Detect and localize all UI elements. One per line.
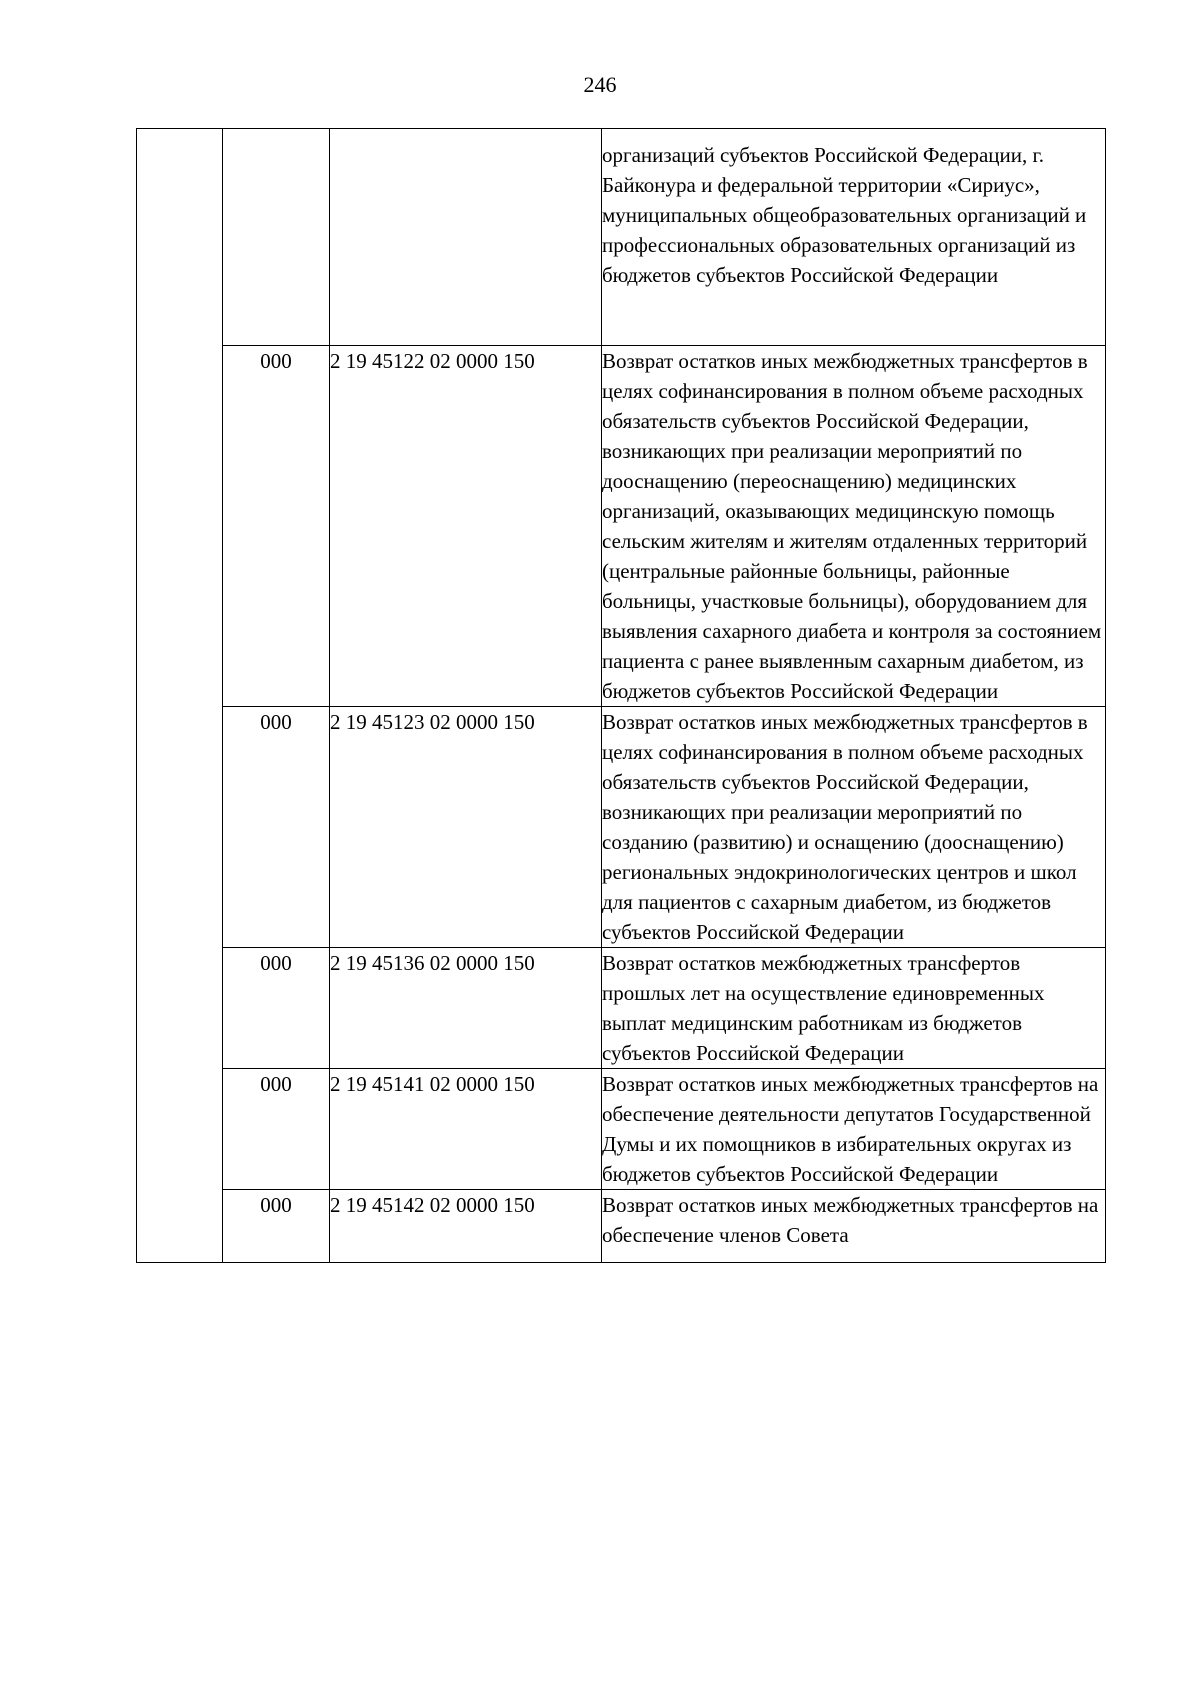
table-row	[137, 948, 1106, 1069]
description-cell: Возврат остатков межбюджетных трансфертов прошлых лет на осуществление единовременных выплат медицинским работникам из бюджетов субъектов Российской Федерации	[602, 948, 1106, 1069]
admin-code-cell	[223, 129, 330, 346]
description-cell: Возврат остатков иных межбюджетных трансфертов на обеспечение деятельности депутатов Государственной Думы и их помощников в избирательных округах из бюджетов субъектов Российской Федерации	[602, 1069, 1106, 1190]
description-cell: организаций субъектов Российской Федерации, г. Байконура и федеральной территории «Сириус», муниципальных общеобразовательных организаций и профессиональных образовательных организаций из бюджетов субъектов Российской Федерации	[602, 129, 1106, 346]
table-row	[137, 1069, 1106, 1190]
description-cell: Возврат остатков иных межбюджетных трансфертов в целях софинансирования в полном объеме расходных обязательств субъектов Российской Федерации, возникающих при реализации мероприятий по дооснащению (переоснащению) медицинских организаций, оказывающих медицинскую помощь сельским жителям и жителям отдаленных территорий (центральные районные больницы, районные больницы, участковые больницы), оборудованием для выявления сахарного диабета и контроля за состоянием пациента с ранее выявленным сахарным диабетом, из бюджетов субъектов Российской Федерации	[602, 346, 1106, 707]
table-row	[137, 707, 1106, 948]
table-row	[137, 129, 1106, 346]
admin-code-cell: 000	[223, 948, 330, 1069]
budget-code-cell: 2 19 45136 02 0000 150	[330, 948, 602, 1069]
admin-code-cell: 000	[223, 707, 330, 948]
table-row	[137, 1190, 1106, 1263]
description-cell: Возврат остатков иных межбюджетных трансфертов на обеспечение членов Совета	[602, 1190, 1106, 1263]
budget-code-cell	[330, 129, 602, 346]
budget-codes-table	[136, 128, 1106, 1263]
admin-code-cell: 000	[223, 1069, 330, 1190]
budget-code-cell: 2 19 45141 02 0000 150	[330, 1069, 602, 1190]
table-row	[137, 346, 1106, 707]
budget-code-cell: 2 19 45142 02 0000 150	[330, 1190, 602, 1263]
budget-code-cell: 2 19 45122 02 0000 150	[330, 346, 602, 707]
page-number: 246	[583, 72, 617, 97]
admin-code-cell: 000	[223, 346, 330, 707]
admin-code-cell: 000	[223, 1190, 330, 1263]
description-cell: Возврат остатков иных межбюджетных трансфертов в целях софинансирования в полном объеме расходных обязательств субъектов Российской Федерации, возникающих при реализации мероприятий по созданию (развитию) и оснащению (дооснащению) региональных эндокринологических центров и школ для пациентов с сахарным диабетом, из бюджетов субъектов Российской Федерации	[602, 707, 1106, 948]
empty-first-column	[137, 129, 223, 1263]
budget-code-cell: 2 19 45123 02 0000 150	[330, 707, 602, 948]
